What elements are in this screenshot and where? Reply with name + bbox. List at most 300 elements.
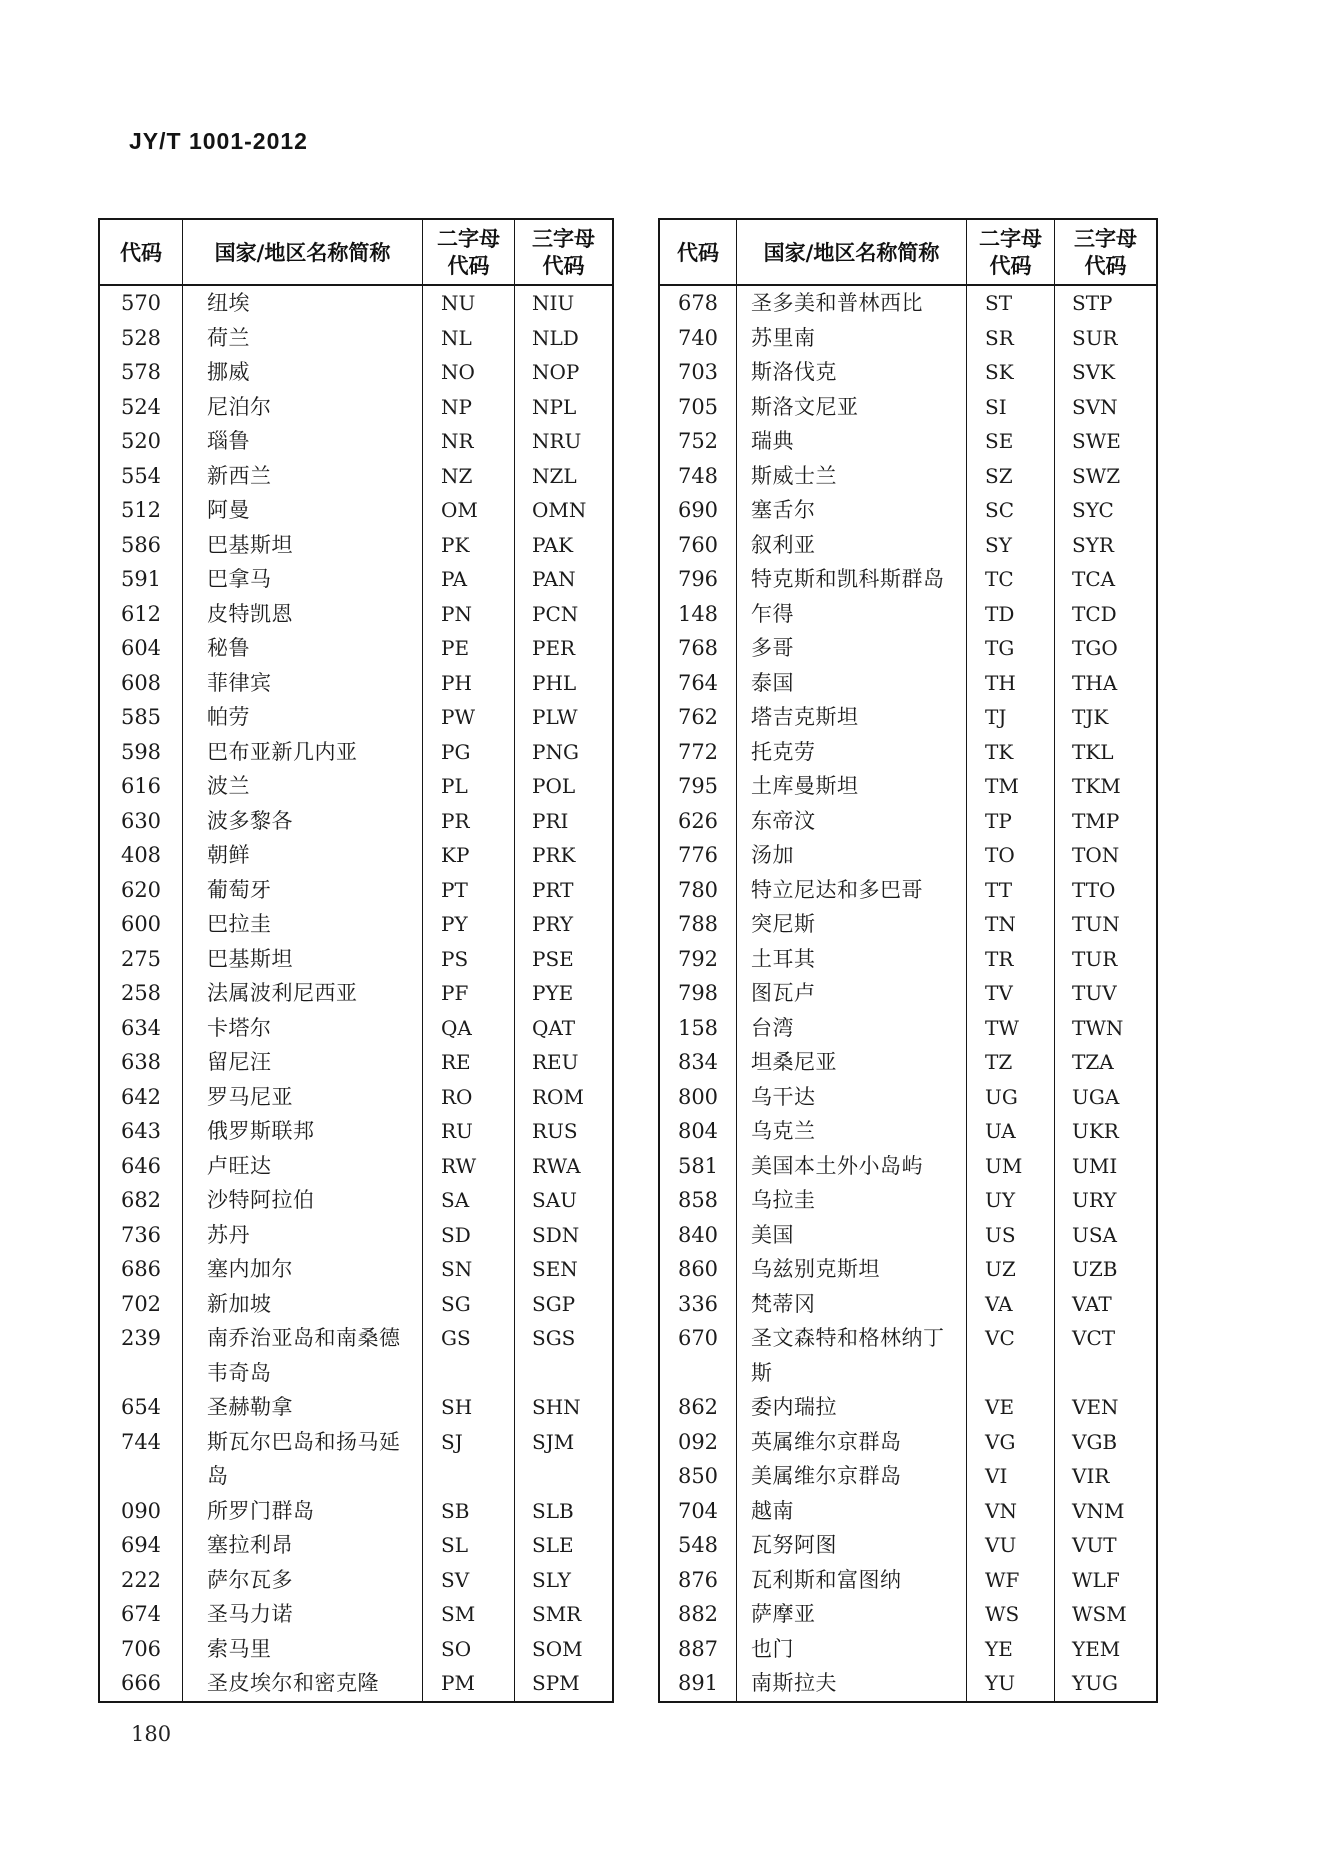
cell-country-name: 特立尼达和多巴哥 [736, 873, 966, 908]
cell-alpha2-code: SK [966, 355, 1054, 390]
table-row [660, 700, 1156, 735]
header-alpha3-code [1054, 220, 1156, 284]
cell-alpha3-code: PER [514, 631, 612, 666]
cell-numeric-code: 581 [677, 1153, 719, 1178]
cell-alpha3-code: TUR [1054, 942, 1156, 977]
table-row [660, 1252, 1156, 1287]
cell-alpha3-code: SJM [514, 1425, 612, 1494]
cell-alpha2-code: SA [422, 1183, 514, 1218]
cell-country-name: 帕劳 [182, 700, 422, 735]
cell-numeric-code: 690 [677, 498, 719, 522]
header-code-label: 代码 [677, 239, 719, 265]
cell-alpha3-code: UMI [1054, 1149, 1156, 1184]
page-number: 180 [131, 1722, 172, 1746]
cell-alpha3-code: PRY [514, 907, 612, 942]
cell-country-name: 波多黎各 [182, 804, 422, 839]
table-row [100, 1390, 612, 1425]
cell-alpha3-code: SMR [514, 1597, 612, 1632]
cell-alpha2-code: PT [422, 873, 514, 908]
table-row [660, 735, 1156, 770]
cell-numeric-code: 600 [120, 912, 162, 936]
table-header-row [660, 220, 1156, 286]
cell-numeric-code: 554 [120, 463, 162, 488]
cell-country-name: 卡塔尔 [182, 1011, 422, 1046]
cell-numeric-code: 887 [677, 1636, 719, 1661]
cell-alpha3-code: UGA [1054, 1080, 1156, 1115]
header-code [660, 220, 736, 284]
cell-numeric-code: 752 [677, 429, 719, 453]
table-row [100, 735, 612, 770]
cell-country-name: 萨摩亚 [736, 1597, 966, 1632]
cell-country-name: 挪威 [182, 355, 422, 390]
cell-alpha2-code: VU [966, 1528, 1054, 1563]
cell-country-name: 梵蒂冈 [736, 1287, 966, 1322]
cell-alpha2-code: SM [422, 1597, 514, 1632]
table-row [100, 597, 612, 632]
cell-numeric-code: 591 [120, 567, 162, 591]
table-row [660, 424, 1156, 459]
cell-country-name: 罗马尼亚 [182, 1080, 422, 1115]
cell-numeric-code: 776 [677, 843, 719, 867]
cell-alpha2-code: TJ [966, 700, 1054, 735]
cell-alpha3-code: SGP [514, 1287, 612, 1322]
table-row [660, 1425, 1156, 1460]
table-body-left [100, 286, 612, 1701]
cell-country-name: 突尼斯 [736, 907, 966, 942]
cell-alpha3-code: PAN [514, 562, 612, 597]
cell-country-name: 萨尔瓦多 [182, 1563, 422, 1598]
cell-alpha2-code: PS [422, 942, 514, 977]
standard-number-label: JY/T 1001-2012 [129, 128, 308, 154]
cell-country-name: 美属维尔京群岛 [736, 1459, 966, 1494]
cell-alpha2-code: YU [966, 1666, 1054, 1701]
cell-country-name: 巴基斯坦 [182, 942, 422, 977]
table-row [100, 1425, 612, 1494]
cell-alpha2-code: TN [966, 907, 1054, 942]
cell-country-name: 俄罗斯联邦 [182, 1114, 422, 1149]
cell-country-name: 越南 [736, 1494, 966, 1529]
cell-alpha2-code: UM [966, 1149, 1054, 1184]
cell-numeric-code: 578 [120, 360, 162, 384]
cell-alpha2-code: NL [422, 321, 514, 356]
cell-numeric-code: 586 [120, 532, 162, 557]
table-row [100, 424, 612, 459]
cell-alpha2-code: TZ [966, 1045, 1054, 1080]
cell-alpha3-code: YUG [1054, 1666, 1156, 1701]
cell-country-name: 巴布亚新几内亚 [182, 735, 422, 770]
cell-numeric-code: 800 [677, 1084, 719, 1109]
cell-alpha3-code: SLY [514, 1563, 612, 1598]
cell-alpha3-code: NLD [514, 321, 612, 356]
table-row [100, 1528, 612, 1563]
table-row [100, 1597, 612, 1632]
table-row [100, 666, 612, 701]
cell-alpha3-code: WSM [1054, 1597, 1156, 1632]
cell-alpha3-code: SGS [514, 1321, 612, 1390]
table-row [660, 597, 1156, 632]
header-alpha2-line1: 二字母 [979, 226, 1042, 251]
cell-alpha2-code: PE [422, 631, 514, 666]
cell-numeric-code: 646 [120, 1153, 162, 1178]
cell-country-name: 多哥 [736, 631, 966, 666]
table-row [660, 1666, 1156, 1701]
cell-numeric-code: 762 [677, 705, 719, 729]
cell-country-name: 苏里南 [736, 321, 966, 356]
table-row [660, 804, 1156, 839]
cell-numeric-code: 804 [677, 1119, 719, 1143]
table-row [660, 631, 1156, 666]
cell-alpha2-code: UY [966, 1183, 1054, 1218]
cell-alpha3-code: PHL [514, 666, 612, 701]
cell-country-name: 圣马力诺 [182, 1597, 422, 1632]
cell-numeric-code: 860 [677, 1257, 719, 1281]
cell-country-name: 托克劳 [736, 735, 966, 770]
cell-alpha2-code: ST [966, 286, 1054, 321]
cell-numeric-code: 630 [120, 808, 162, 833]
cell-alpha2-code: RE [422, 1045, 514, 1080]
cell-country-name: 委内瑞拉 [736, 1390, 966, 1425]
table-row [660, 1218, 1156, 1253]
cell-alpha3-code: POL [514, 769, 612, 804]
cell-alpha2-code: PH [422, 666, 514, 701]
cell-alpha2-code: PN [422, 597, 514, 632]
cell-alpha2-code: SV [422, 1563, 514, 1598]
cell-alpha2-code: SC [966, 493, 1054, 528]
cell-country-name: 波兰 [182, 769, 422, 804]
cell-alpha2-code: PR [422, 804, 514, 839]
cell-alpha2-code: VI [966, 1459, 1054, 1494]
table-row [100, 562, 612, 597]
header-country-name-label: 国家/地区名称简称 [763, 239, 940, 265]
cell-numeric-code: 570 [120, 291, 162, 315]
cell-alpha3-code: TJK [1054, 700, 1156, 735]
cell-alpha2-code: TD [966, 597, 1054, 632]
cell-numeric-code: 694 [120, 1533, 162, 1557]
cell-alpha3-code: PYE [514, 976, 612, 1011]
table-row [660, 1528, 1156, 1563]
cell-alpha2-code: PL [422, 769, 514, 804]
header-country-name-label: 国家/地区名称简称 [214, 239, 391, 265]
table-row [100, 459, 612, 494]
cell-numeric-code: 090 [120, 1498, 162, 1523]
table-row [100, 873, 612, 908]
header-country-name [736, 220, 966, 284]
cell-alpha3-code: VAT [1054, 1287, 1156, 1322]
cell-alpha2-code: PG [422, 735, 514, 770]
cell-alpha2-code: TM [966, 769, 1054, 804]
cell-alpha2-code: NP [422, 390, 514, 425]
cell-country-name: 坦桑尼亚 [736, 1045, 966, 1080]
cell-country-name: 图瓦卢 [736, 976, 966, 1011]
table-row [660, 355, 1156, 390]
cell-alpha2-code: SY [966, 528, 1054, 563]
cell-alpha3-code: SAU [514, 1183, 612, 1218]
cell-alpha2-code: KP [422, 838, 514, 873]
cell-country-name: 乌干达 [736, 1080, 966, 1115]
cell-numeric-code: 520 [120, 429, 162, 453]
cell-numeric-code: 638 [120, 1050, 162, 1074]
cell-alpha3-code: TCD [1054, 597, 1156, 632]
cell-alpha2-code: TO [966, 838, 1054, 873]
cell-alpha3-code: PAK [514, 528, 612, 563]
cell-alpha2-code: SL [422, 1528, 514, 1563]
cell-country-name: 台湾 [736, 1011, 966, 1046]
cell-alpha3-code: RWA [514, 1149, 612, 1184]
cell-alpha3-code: SUR [1054, 321, 1156, 356]
cell-alpha2-code: PA [422, 562, 514, 597]
table-row [660, 528, 1156, 563]
cell-alpha3-code: RUS [514, 1114, 612, 1149]
cell-country-name: 葡萄牙 [182, 873, 422, 908]
table-row [660, 1011, 1156, 1046]
cell-country-name: 土库曼斯坦 [736, 769, 966, 804]
cell-alpha3-code: TCA [1054, 562, 1156, 597]
cell-numeric-code: 706 [120, 1636, 162, 1661]
cell-alpha3-code: TTO [1054, 873, 1156, 908]
cell-alpha2-code: PK [422, 528, 514, 563]
cell-numeric-code: 703 [677, 360, 719, 384]
cell-alpha3-code: SYR [1054, 528, 1156, 563]
cell-alpha3-code: YEM [1054, 1632, 1156, 1667]
cell-country-name: 塞舌尔 [736, 493, 966, 528]
table-row [100, 838, 612, 873]
cell-country-name: 美国 [736, 1218, 966, 1253]
cell-country-name: 纽埃 [182, 286, 422, 321]
header-alpha3-line2: 代码 [1084, 253, 1127, 278]
table-body-right [660, 286, 1156, 1701]
cell-alpha2-code: VE [966, 1390, 1054, 1425]
cell-numeric-code: 222 [120, 1567, 162, 1592]
cell-numeric-code: 780 [677, 877, 719, 902]
cell-numeric-code: 705 [677, 394, 719, 419]
header-alpha3-line1: 三字母 [532, 226, 595, 251]
header-alpha3-code [514, 220, 612, 284]
cell-alpha3-code: PSE [514, 942, 612, 977]
cell-numeric-code: 798 [677, 981, 719, 1005]
cell-numeric-code: 092 [677, 1429, 719, 1454]
cell-alpha3-code: TWN [1054, 1011, 1156, 1046]
cell-alpha2-code: TT [966, 873, 1054, 908]
cell-alpha3-code: TMP [1054, 804, 1156, 839]
cell-alpha2-code: PY [422, 907, 514, 942]
cell-alpha3-code: NPL [514, 390, 612, 425]
table-row [100, 321, 612, 356]
cell-country-name: 新加坡 [182, 1287, 422, 1322]
table-row [100, 1321, 612, 1390]
table-row [660, 1045, 1156, 1080]
table-row [100, 976, 612, 1011]
cell-numeric-code: 548 [677, 1533, 719, 1557]
cell-alpha2-code: UG [966, 1080, 1054, 1115]
cell-country-name: 皮特凯恩 [182, 597, 422, 632]
cell-alpha2-code: SD [422, 1218, 514, 1253]
header-alpha2-code [966, 220, 1054, 284]
cell-country-name: 斯威士兰 [736, 459, 966, 494]
table-header-row [100, 220, 612, 286]
cell-numeric-code: 634 [120, 1015, 162, 1040]
cell-alpha3-code: VGB [1054, 1425, 1156, 1460]
cell-country-name: 泰国 [736, 666, 966, 701]
cell-numeric-code: 740 [677, 325, 719, 350]
table-row [100, 942, 612, 977]
cell-country-name: 斯洛文尼亚 [736, 390, 966, 425]
cell-numeric-code: 876 [677, 1567, 719, 1592]
cell-numeric-code: 408 [120, 843, 162, 867]
cell-numeric-code: 834 [677, 1050, 719, 1074]
table-row [100, 1183, 612, 1218]
cell-country-name: 所罗门群岛 [182, 1494, 422, 1529]
table-row [660, 459, 1156, 494]
cell-country-name: 沙特阿拉伯 [182, 1183, 422, 1218]
cell-country-name: 乌克兰 [736, 1114, 966, 1149]
cell-country-name: 巴拉圭 [182, 907, 422, 942]
table-row [100, 355, 612, 390]
cell-country-name: 朝鲜 [182, 838, 422, 873]
cell-alpha3-code: SHN [514, 1390, 612, 1425]
table-row [660, 1183, 1156, 1218]
table-row [100, 493, 612, 528]
cell-country-name: 南乔治亚岛和南桑德韦奇岛 [182, 1321, 422, 1390]
cell-alpha2-code: SB [422, 1494, 514, 1529]
cell-alpha2-code: PW [422, 700, 514, 735]
cell-numeric-code: 643 [120, 1119, 162, 1143]
cell-alpha3-code: REU [514, 1045, 612, 1080]
cell-country-name: 塞拉利昂 [182, 1528, 422, 1563]
table-row [100, 1252, 612, 1287]
cell-alpha2-code: TK [966, 735, 1054, 770]
cell-numeric-code: 585 [120, 705, 162, 729]
cell-numeric-code: 862 [677, 1395, 719, 1419]
cell-country-name: 土耳其 [736, 942, 966, 977]
cell-alpha2-code: SH [422, 1390, 514, 1425]
cell-country-name: 卢旺达 [182, 1149, 422, 1184]
table-row [660, 666, 1156, 701]
cell-alpha2-code: SE [966, 424, 1054, 459]
cell-alpha2-code: RU [422, 1114, 514, 1149]
cell-numeric-code: 760 [677, 532, 719, 557]
cell-country-name: 圣赫勒拿 [182, 1390, 422, 1425]
table-row [660, 1149, 1156, 1184]
cell-alpha3-code: TUN [1054, 907, 1156, 942]
cell-country-name: 菲律宾 [182, 666, 422, 701]
cell-numeric-code: 768 [677, 636, 719, 660]
cell-alpha2-code: RW [422, 1149, 514, 1184]
cell-country-name: 巴拿马 [182, 562, 422, 597]
cell-country-name: 塞内加尔 [182, 1252, 422, 1287]
table-row [660, 1459, 1156, 1494]
header-country-name [182, 220, 422, 284]
cell-alpha2-code: SR [966, 321, 1054, 356]
cell-alpha2-code: OM [422, 493, 514, 528]
cell-alpha3-code: OMN [514, 493, 612, 528]
table-row [100, 769, 612, 804]
cell-country-name: 瑙鲁 [182, 424, 422, 459]
cell-numeric-code: 850 [677, 1464, 719, 1488]
table-row [100, 1045, 612, 1080]
cell-numeric-code: 620 [120, 877, 162, 902]
table-row [100, 1114, 612, 1149]
cell-country-name: 新西兰 [182, 459, 422, 494]
cell-country-name: 东帝汶 [736, 804, 966, 839]
cell-alpha3-code: VCT [1054, 1321, 1156, 1390]
cell-country-name: 荷兰 [182, 321, 422, 356]
cell-alpha2-code: SZ [966, 459, 1054, 494]
cell-alpha3-code: SVK [1054, 355, 1156, 390]
cell-numeric-code: 670 [677, 1326, 719, 1350]
cell-alpha3-code: UZB [1054, 1252, 1156, 1287]
table-row [660, 390, 1156, 425]
cell-alpha2-code: SJ [422, 1425, 514, 1494]
cell-numeric-code: 612 [120, 601, 162, 626]
cell-country-name: 法属波利尼西亚 [182, 976, 422, 1011]
table-row [660, 1563, 1156, 1598]
cell-alpha2-code: NU [422, 286, 514, 321]
table-row [660, 838, 1156, 873]
cell-alpha2-code: TH [966, 666, 1054, 701]
cell-country-name: 圣多美和普林西比 [736, 286, 966, 321]
cell-alpha3-code: TZA [1054, 1045, 1156, 1080]
cell-country-name: 乍得 [736, 597, 966, 632]
cell-numeric-code: 686 [120, 1257, 162, 1281]
cell-alpha2-code: TR [966, 942, 1054, 977]
cell-numeric-code: 674 [120, 1602, 162, 1626]
cell-alpha3-code: WLF [1054, 1563, 1156, 1598]
cell-alpha2-code: WS [966, 1597, 1054, 1632]
cell-numeric-code: 654 [120, 1395, 162, 1419]
cell-numeric-code: 736 [120, 1222, 162, 1247]
table-row [660, 976, 1156, 1011]
table-row [100, 1080, 612, 1115]
cell-alpha2-code: QA [422, 1011, 514, 1046]
cell-country-name: 斯瓦尔巴岛和扬马延岛 [182, 1425, 422, 1494]
header-alpha2-line2: 代码 [447, 253, 490, 278]
cell-alpha3-code: QAT [514, 1011, 612, 1046]
cell-numeric-code: 788 [677, 912, 719, 936]
header-code [100, 220, 182, 284]
cell-alpha2-code: UA [966, 1114, 1054, 1149]
cell-country-name: 乌拉圭 [736, 1183, 966, 1218]
cell-numeric-code: 704 [677, 1498, 719, 1523]
cell-country-name: 圣皮埃尔和密克隆 [182, 1666, 422, 1701]
table-row [100, 390, 612, 425]
cell-alpha3-code: TGO [1054, 631, 1156, 666]
table-row [100, 286, 612, 321]
cell-alpha3-code: PRI [514, 804, 612, 839]
cell-alpha3-code: NRU [514, 424, 612, 459]
cell-alpha2-code: VG [966, 1425, 1054, 1460]
cell-alpha3-code: URY [1054, 1183, 1156, 1218]
cell-numeric-code: 616 [120, 774, 162, 798]
header-alpha2-code [422, 220, 514, 284]
cell-country-name: 特克斯和凯科斯群岛 [736, 562, 966, 597]
cell-country-name: 苏丹 [182, 1218, 422, 1253]
table-row [100, 907, 612, 942]
cell-numeric-code: 764 [677, 670, 719, 695]
cell-alpha3-code: NZL [514, 459, 612, 494]
cell-alpha3-code: TON [1054, 838, 1156, 873]
table-row [100, 631, 612, 666]
cell-alpha3-code: PRK [514, 838, 612, 873]
cell-alpha3-code: SYC [1054, 493, 1156, 528]
cell-numeric-code: 528 [120, 325, 162, 350]
cell-numeric-code: 795 [677, 774, 719, 798]
table-row [100, 1666, 612, 1701]
table-row [660, 321, 1156, 356]
cell-alpha3-code: STP [1054, 286, 1156, 321]
cell-country-name: 阿曼 [182, 493, 422, 528]
cell-alpha3-code: TKM [1054, 769, 1156, 804]
country-code-table-left [98, 218, 614, 1703]
